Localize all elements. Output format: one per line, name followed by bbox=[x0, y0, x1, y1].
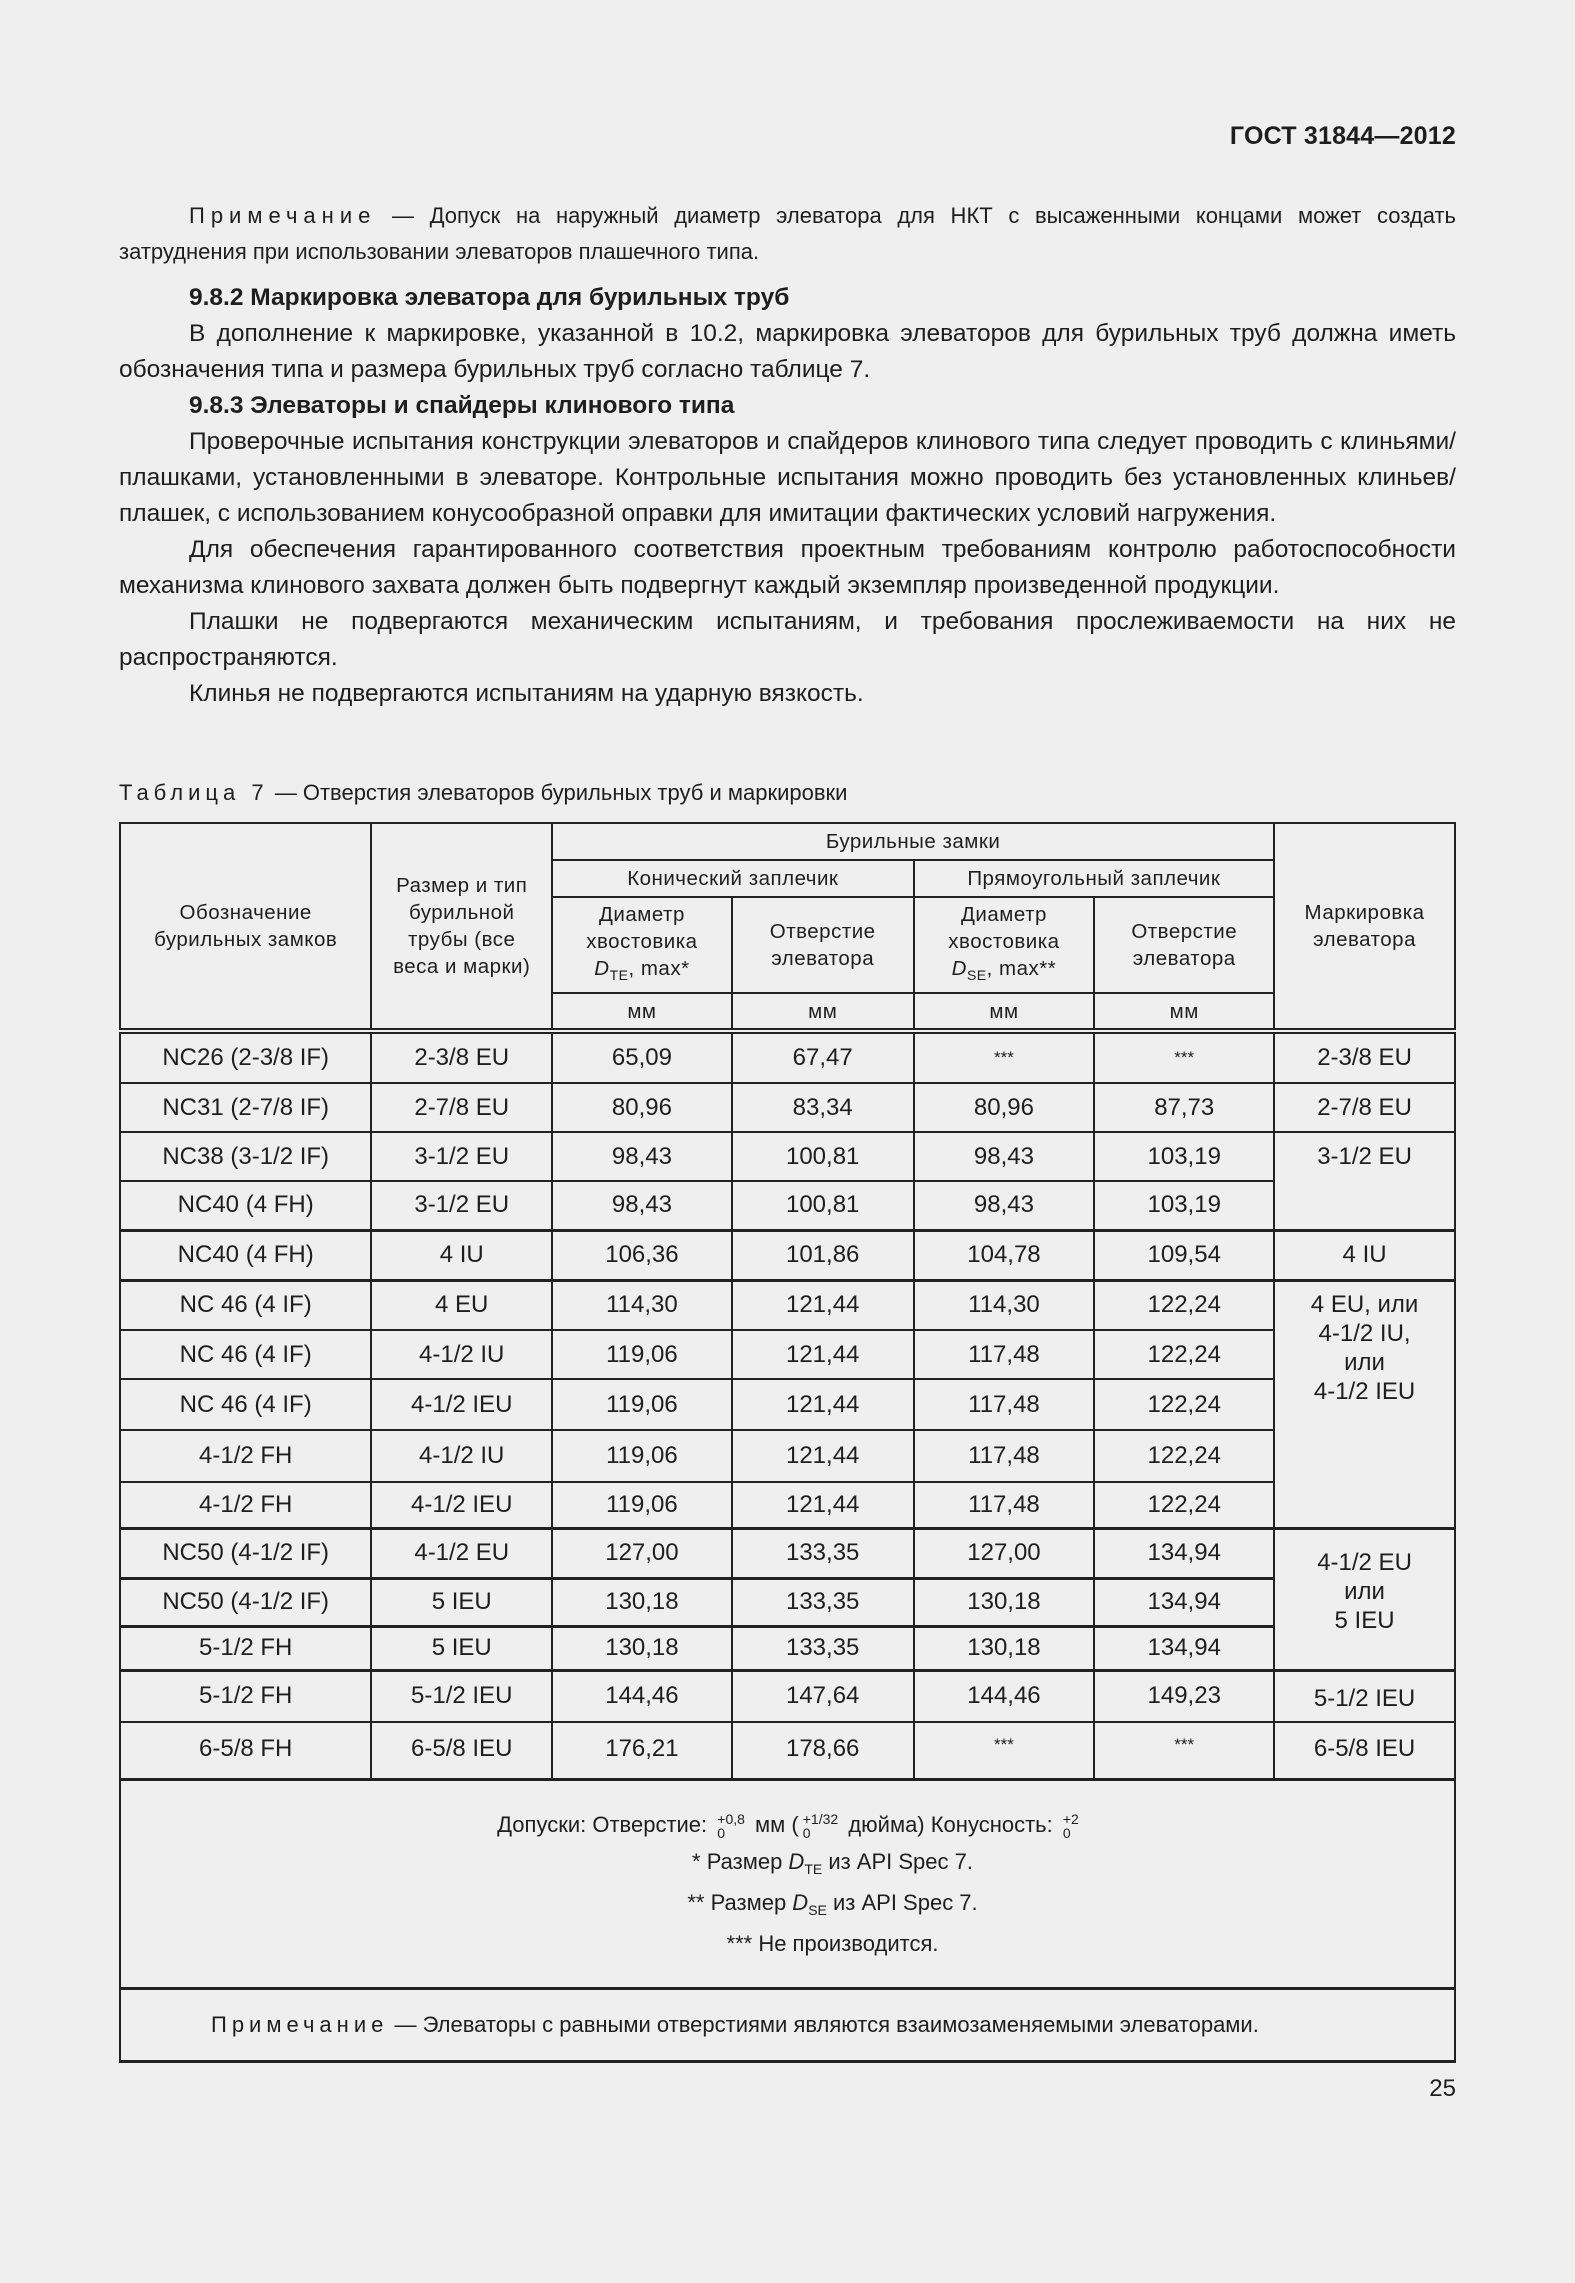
cell-bore-square: *** bbox=[1094, 1031, 1274, 1083]
cell-bore-square: 122,24 bbox=[1094, 1379, 1274, 1430]
elevator-bore-table bbox=[119, 822, 1456, 2063]
table-row bbox=[120, 1379, 1455, 1430]
cell-dte: 130,18 bbox=[552, 1626, 732, 1670]
cell-marking: 6-5/8 IEU bbox=[1274, 1722, 1455, 1779]
cell-marking bbox=[1274, 1280, 1455, 1528]
cell-dse: *** bbox=[914, 1722, 1095, 1779]
table-row bbox=[120, 1578, 1455, 1626]
cell-dse: 104,78 bbox=[914, 1230, 1095, 1280]
cell-bore-conical: 100,81 bbox=[732, 1132, 914, 1181]
header-text: , max* bbox=[628, 957, 690, 980]
symbol-d: D bbox=[951, 957, 967, 980]
table-row bbox=[120, 1132, 1455, 1181]
table-note-row bbox=[120, 1988, 1455, 2061]
tol-lower: 0 bbox=[1062, 1824, 1071, 1841]
cell-marking: 2-3/8 EU bbox=[1274, 1031, 1455, 1083]
cell-designation: NC26 (2-3/8 IF) bbox=[120, 1031, 371, 1083]
subscript: TE bbox=[609, 967, 629, 983]
page-body bbox=[119, 198, 1456, 712]
tol-lower: 0 bbox=[717, 1824, 726, 1841]
cell-bore-square: 109,54 bbox=[1094, 1230, 1274, 1280]
footnote-2 bbox=[211, 1886, 1454, 1927]
cell-dte: 127,00 bbox=[552, 1528, 732, 1578]
table-row bbox=[120, 1430, 1455, 1482]
table-row bbox=[120, 1722, 1455, 1779]
header-pipe: Размер и тип бурильной трубы (все веса и марки) bbox=[371, 823, 552, 1031]
tol-upper: +2 bbox=[1062, 1810, 1079, 1827]
cell-dse: 117,48 bbox=[914, 1330, 1095, 1379]
marking-line: 5 IEU bbox=[1334, 1606, 1395, 1634]
cell-dse: 98,43 bbox=[914, 1132, 1095, 1181]
header-dia-te bbox=[552, 897, 732, 993]
table-row bbox=[120, 1181, 1455, 1230]
cell-bore-conical: 178,66 bbox=[732, 1722, 914, 1779]
cell-pipe: 4-1/2 EU bbox=[371, 1528, 552, 1578]
tolerances-line bbox=[211, 1808, 1454, 1841]
cell-pipe: 3-1/2 EU bbox=[371, 1132, 552, 1181]
cell-pipe: 4-1/2 IEU bbox=[371, 1379, 552, 1430]
inch-tolerance bbox=[803, 1812, 838, 1840]
header-text: Диаметр хвостовика bbox=[948, 903, 1060, 953]
cell-designation: NC38 (3-1/2 IF) bbox=[120, 1132, 371, 1181]
marking-line: 4 EU, или bbox=[1310, 1290, 1419, 1318]
cell-pipe: 4-1/2 IEU bbox=[371, 1482, 552, 1528]
header-bore-square: Отверстие элеватора bbox=[1094, 897, 1274, 993]
table-row bbox=[120, 1280, 1455, 1330]
cell-designation: 5-1/2 FH bbox=[120, 1670, 371, 1722]
cell-bore-conical: 121,44 bbox=[732, 1379, 914, 1430]
cell-marking: 4 IU bbox=[1274, 1230, 1455, 1280]
taper-tolerance bbox=[1063, 1812, 1079, 1840]
header-text: Диаметр хвостовика bbox=[586, 903, 698, 953]
tol-upper: +0,8 bbox=[717, 1810, 745, 1827]
cell-bore-square: *** bbox=[1094, 1722, 1274, 1779]
cell-bore-square: 87,73 bbox=[1094, 1083, 1274, 1132]
caption-label: Таблица 7 bbox=[119, 780, 269, 805]
note-label: Примечание bbox=[211, 2011, 389, 2037]
cell-dse: 98,43 bbox=[914, 1181, 1095, 1230]
marking-line: 4-1/2 EU bbox=[1317, 1548, 1412, 1576]
cell-dse: 130,18 bbox=[914, 1626, 1095, 1670]
cell-dte: 119,06 bbox=[552, 1330, 732, 1379]
cell-pipe: 6-5/8 IEU bbox=[371, 1722, 552, 1779]
table-row bbox=[120, 1083, 1455, 1132]
intro-note bbox=[119, 198, 1456, 270]
cell-dte: 98,43 bbox=[552, 1181, 732, 1230]
cell-pipe: 4-1/2 IU bbox=[371, 1330, 552, 1379]
cell-designation: NC40 (4 FH) bbox=[120, 1181, 371, 1230]
cell-dte: 144,46 bbox=[552, 1670, 732, 1722]
subscript: SE bbox=[808, 1901, 827, 1918]
cell-marking bbox=[1274, 1528, 1455, 1670]
cell-bore-conical: 133,35 bbox=[732, 1626, 914, 1670]
cell-dse: 117,48 bbox=[914, 1379, 1095, 1430]
cell-pipe: 5 IEU bbox=[371, 1578, 552, 1626]
subscript: TE bbox=[804, 1860, 823, 1877]
tol-upper: +1/32 bbox=[802, 1810, 839, 1827]
cell-pipe: 2-3/8 EU bbox=[371, 1031, 552, 1083]
cell-pipe: 4-1/2 IU bbox=[371, 1430, 552, 1482]
table-row bbox=[120, 1528, 1455, 1578]
cell-bore-conical: 100,81 bbox=[732, 1181, 914, 1230]
document-id: ГОСТ 31844—2012 bbox=[1229, 122, 1456, 150]
tolerance-unit: мм ( bbox=[755, 1811, 799, 1837]
cell-dte: 130,18 bbox=[552, 1578, 732, 1626]
unit-cell: мм bbox=[732, 993, 914, 1031]
section-982-text: В дополнение к маркировке, указанной в 10.2, маркировка элеваторов для бурильных труб должна иметь обозначения типа и размера бурильных труб согласно таблице 7. bbox=[119, 320, 1456, 383]
cell-dse: 117,48 bbox=[914, 1482, 1095, 1528]
cell-bore-conical: 121,44 bbox=[732, 1430, 914, 1482]
cell-dse: 130,18 bbox=[914, 1578, 1095, 1626]
cell-pipe: 4 EU bbox=[371, 1280, 552, 1330]
cell-dse: 144,46 bbox=[914, 1670, 1095, 1722]
cell-pipe: 5-1/2 IEU bbox=[371, 1670, 552, 1722]
cell-bore-square: 103,19 bbox=[1094, 1132, 1274, 1181]
cell-bore-conical: 101,86 bbox=[732, 1230, 914, 1280]
tolerance-prefix: Допуски: Отверстие: bbox=[497, 1811, 708, 1837]
symbol-d: D bbox=[788, 1848, 805, 1874]
cell-bore-conical: 121,44 bbox=[732, 1330, 914, 1379]
tol-lower: 0 bbox=[802, 1824, 811, 1841]
footnote-text: * Размер bbox=[692, 1848, 789, 1874]
cell-pipe: 5 IEU bbox=[371, 1626, 552, 1670]
cell-dte: 65,09 bbox=[552, 1031, 732, 1083]
header-conical: Конический заплечик bbox=[552, 860, 914, 897]
footnote-1 bbox=[211, 1845, 1454, 1886]
cell-dse: 117,48 bbox=[914, 1430, 1095, 1482]
note-text: — Допуск на наружный диаметр элеватора для НКТ с высаженными концами может создать затруднения при использовании элеваторов плашечного типа. bbox=[119, 203, 1456, 264]
table-row bbox=[120, 1670, 1455, 1722]
header-text: , max** bbox=[986, 957, 1057, 980]
cell-dse: 114,30 bbox=[914, 1280, 1095, 1330]
note-text: — Элеваторы с равными отверстиями являются взаимозаменяемыми элеваторами. bbox=[388, 2011, 1259, 2037]
cell-dte: 98,43 bbox=[552, 1132, 732, 1181]
marking-line: или bbox=[1344, 1577, 1385, 1605]
cell-designation: 4-1/2 FH bbox=[120, 1482, 371, 1528]
marking-line: или bbox=[1344, 1348, 1385, 1376]
cell-marking: 3-1/2 EU bbox=[1274, 1132, 1455, 1230]
cell-bore-square: 149,23 bbox=[1094, 1670, 1274, 1722]
section-982-heading: 9.8.2 Маркировка элеватора для бурильных труб bbox=[189, 284, 790, 311]
table-row bbox=[120, 1330, 1455, 1379]
cell-bore-square: 122,24 bbox=[1094, 1482, 1274, 1528]
unit-cell: мм bbox=[914, 993, 1095, 1031]
cell-designation: 6-5/8 FH bbox=[120, 1722, 371, 1779]
cell-bore-square: 103,19 bbox=[1094, 1181, 1274, 1230]
table-row bbox=[120, 1230, 1455, 1280]
cell-dte: 119,06 bbox=[552, 1482, 732, 1528]
paragraph: Проверочные испытания конструкции элеваторов и спайдеров клинового типа следует проводить с клиньями/плашками, установленными в элеваторе. Контрольные испытания можно проводить без установленных клиньев/плашек, с использованием конусообразной оправки для имитации фактических условий нагружения. bbox=[119, 428, 1456, 527]
header-dia-se bbox=[914, 897, 1095, 993]
cell-bore-square: 134,94 bbox=[1094, 1528, 1274, 1578]
footnote-text: из API Spec 7. bbox=[826, 1889, 978, 1915]
cell-pipe: 3-1/2 EU bbox=[371, 1181, 552, 1230]
cell-bore-square: 122,24 bbox=[1094, 1430, 1274, 1482]
section-983-heading: 9.8.3 Элеваторы и спайдеры клинового типа bbox=[189, 392, 735, 419]
cell-bore-square: 122,24 bbox=[1094, 1330, 1274, 1379]
header-designation: Обозначение бурильных замков bbox=[120, 823, 371, 1031]
header-bore-conical: Отверстие элеватора bbox=[732, 897, 914, 993]
note-label: Примечание bbox=[189, 203, 377, 228]
footnote-text: из API Spec 7. bbox=[822, 1848, 973, 1874]
footnote-text: ** Размер bbox=[687, 1889, 793, 1915]
cell-designation: NC 46 (4 IF) bbox=[120, 1330, 371, 1379]
cell-bore-conical: 121,44 bbox=[732, 1482, 914, 1528]
cell-bore-conical: 67,47 bbox=[732, 1031, 914, 1083]
cell-dse: *** bbox=[914, 1031, 1095, 1083]
cell-designation: NC40 (4 FH) bbox=[120, 1230, 371, 1280]
cell-pipe: 2-7/8 EU bbox=[371, 1083, 552, 1132]
caption-text: — Отверстия элеваторов бурильных труб и маркировки bbox=[268, 780, 848, 805]
cell-dte: 80,96 bbox=[552, 1083, 732, 1132]
cell-bore-square: 122,24 bbox=[1094, 1280, 1274, 1330]
header-square: Прямоугольный заплечик bbox=[914, 860, 1275, 897]
table-caption bbox=[119, 780, 847, 806]
cell-dse: 80,96 bbox=[914, 1083, 1095, 1132]
cell-marking: 5-1/2 IEU bbox=[1274, 1670, 1455, 1722]
unit-cell: мм bbox=[1094, 993, 1274, 1031]
table-row bbox=[120, 1031, 1455, 1083]
cell-dte: 176,21 bbox=[552, 1722, 732, 1779]
cell-dse: 127,00 bbox=[914, 1528, 1095, 1578]
marking-line: 4-1/2 IU, bbox=[1318, 1319, 1411, 1347]
cell-bore-conical: 133,35 bbox=[732, 1528, 914, 1578]
unit-cell: мм bbox=[552, 993, 732, 1031]
cell-designation: NC50 (4-1/2 IF) bbox=[120, 1528, 371, 1578]
page-number: 25 bbox=[1429, 2075, 1456, 2102]
cell-designation: NC 46 (4 IF) bbox=[120, 1280, 371, 1330]
symbol-d: D bbox=[594, 957, 610, 980]
cell-dte: 119,06 bbox=[552, 1430, 732, 1482]
bore-tolerance bbox=[717, 1812, 745, 1840]
cell-bore-square: 134,94 bbox=[1094, 1626, 1274, 1670]
cell-bore-conical: 121,44 bbox=[732, 1280, 914, 1330]
header-marking: Маркировка элеватора bbox=[1274, 823, 1455, 1031]
table-row bbox=[120, 1626, 1455, 1670]
cell-marking: 2-7/8 EU bbox=[1274, 1083, 1455, 1132]
cell-dte: 114,30 bbox=[552, 1280, 732, 1330]
header-tool-joints: Бурильные замки bbox=[552, 823, 1274, 860]
cell-designation: NC 46 (4 IF) bbox=[120, 1379, 371, 1430]
cell-designation: 4-1/2 FH bbox=[120, 1430, 371, 1482]
cell-bore-conical: 83,34 bbox=[732, 1083, 914, 1132]
cell-bore-conical: 133,35 bbox=[732, 1578, 914, 1626]
paragraph: Для обеспечения гарантированного соответствия проектным требованиям контролю работоспособности механизма клинового захвата должен быть подвергнут каждый экземпляр произведенной продукции. bbox=[119, 536, 1456, 599]
symbol-d: D bbox=[792, 1889, 809, 1915]
paragraph: Плашки не подвергаются механическим испытаниям, и требования прослеживаемости на них не распространяются. bbox=[119, 608, 1456, 671]
marking-line: 4-1/2 IEU bbox=[1313, 1377, 1416, 1405]
cell-pipe: 4 IU bbox=[371, 1230, 552, 1280]
footnote-3: *** Не производится. bbox=[726, 1930, 939, 1956]
paragraph: Клинья не подвергаются испытаниям на ударную вязкость. bbox=[189, 680, 864, 707]
cell-designation: NC31 (2-7/8 IF) bbox=[120, 1083, 371, 1132]
table-footnotes bbox=[120, 1779, 1455, 1988]
cell-bore-conical: 147,64 bbox=[732, 1670, 914, 1722]
cell-designation: 5-1/2 FH bbox=[120, 1626, 371, 1670]
table-row bbox=[120, 1482, 1455, 1528]
cell-designation: NC50 (4-1/2 IF) bbox=[120, 1578, 371, 1626]
cell-dte: 106,36 bbox=[552, 1230, 732, 1280]
cell-bore-square: 134,94 bbox=[1094, 1578, 1274, 1626]
subscript: SE bbox=[966, 967, 987, 983]
tolerance-text: дюйма) Конусность: bbox=[848, 1811, 1053, 1837]
cell-dte: 119,06 bbox=[552, 1379, 732, 1430]
